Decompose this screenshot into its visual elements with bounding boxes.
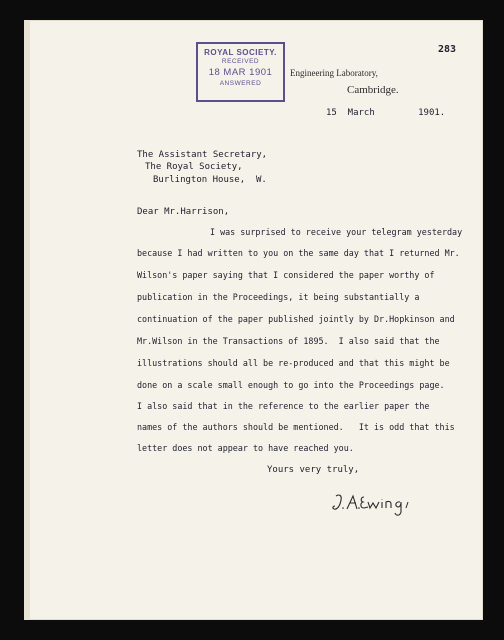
body-line: illustrations should all be re-produced and that this might be — [137, 358, 450, 368]
body-line: Wilson's paper saying that I considered the paper worthy of — [137, 270, 435, 280]
closing: Yours very truly, — [267, 465, 360, 475]
stamp-title: ROYAL SOCIETY. — [204, 48, 277, 57]
letterhead-city: Cambridge. — [347, 84, 399, 96]
handwritten-signature — [330, 488, 420, 518]
body-line: letter does not appear to have reached you. — [137, 443, 354, 453]
stamp-received: RECEIVED — [221, 58, 260, 65]
body-line: I was surprised to receive your telegram yesterday — [210, 227, 463, 237]
page-edge — [24, 20, 30, 620]
body-line: Mr.Wilson in the Transactions of 1895. I also said that the — [137, 336, 440, 346]
stamp-date: 18 MAR 1901 — [208, 67, 273, 78]
body-line: names of the authors should be mentioned. It is odd that this — [137, 422, 455, 432]
address-line: Burlington House, W. — [153, 175, 267, 185]
address-line: The Royal Society, — [145, 162, 243, 172]
body-line: because I had written to you on the same day that I returned Mr. — [137, 248, 460, 258]
folio-number: 283 — [438, 44, 457, 55]
body-line: I also said that in the reference to the earlier paper the — [137, 401, 430, 411]
letter-date: 15 March 1901. — [326, 108, 446, 118]
stamp-answered: ANSWERED — [219, 80, 262, 87]
address-line: The Assistant Secretary, — [137, 150, 268, 160]
letterhead-lab: Engineering Laboratory, — [290, 68, 378, 78]
body-line: done on a scale small enough to go into the Proceedings page. — [137, 380, 445, 390]
body-line: publication in the Proceedings, it being substantially a — [137, 292, 420, 302]
body-line: continuation of the paper published jointly by Dr.Hopkinson and — [137, 314, 455, 324]
salutation: Dear Mr.Harrison, — [137, 207, 230, 217]
received-stamp — [196, 42, 285, 102]
